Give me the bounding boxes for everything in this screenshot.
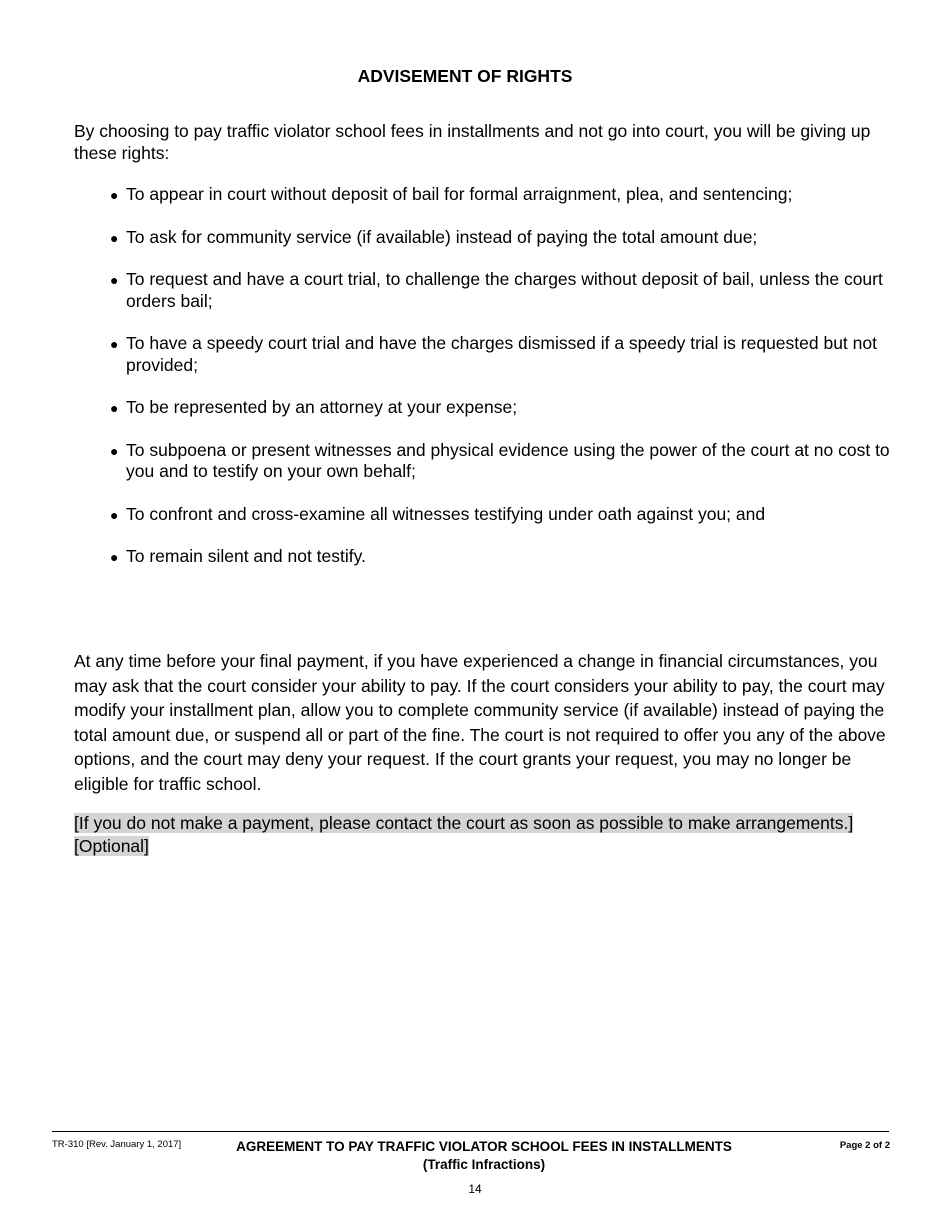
page-title: ADVISEMENT OF RIGHTS <box>357 66 573 86</box>
bullet-icon: ● <box>110 549 119 565</box>
right-text: To be represented by an attorney at your expense; <box>126 397 518 417</box>
right-text: To subpoena or present witnesses and physical evidence using the power of the court at no cost to you and to testify on your own behalf; <box>126 439 890 481</box>
list-item <box>110 269 910 312</box>
footer-title <box>214 1138 754 1174</box>
bullet-icon: ● <box>110 442 119 459</box>
list-item <box>110 440 910 483</box>
form-id: TR-310 [Rev. January 1, 2017] <box>52 1139 182 1150</box>
bullet-icon: ● <box>110 229 119 246</box>
ability-to-pay-paragraph: At any time before your final payment, if you have experienced a change in financial circumstances, you may ask that the court consider your ability to pay. If the court considers your ability to pay, the court may modify your installment plan, allow you to complete community service (if available) instead of paying the total amount due, or suspend all or part of the fine. The court is not required to offer you any of the above options, and the court may deny your request. If the court grants your request, you may no longer be eligible for traffic school. <box>74 651 886 794</box>
bullet-icon: ● <box>110 187 119 203</box>
right-text: To have a speedy court trial and have the charges dismissed if a speedy trial is requested but not provided; <box>126 333 877 375</box>
right-text: To request and have a court trial, to challenge the charges without deposit of bail, unless the court orders bail; <box>126 269 883 311</box>
rights-list <box>110 184 910 589</box>
right-text: To ask for community service (if available) instead of paying the total amount due; <box>126 226 758 247</box>
optional-highlight: [If you do not make a payment, please contact the court as soon as possible to make arrangements.] [Optional] <box>74 813 854 856</box>
footer-title-line1: AGREEMENT TO PAY TRAFFIC VIOLATOR SCHOOL FEES IN INSTALLMENTS <box>236 1139 732 1154</box>
bullet-icon: ● <box>110 400 119 416</box>
page-number: 14 <box>468 1182 482 1196</box>
intro-paragraph: By choosing to pay traffic violator school fees in installments and not go into court, you will be giving up these rights: <box>74 121 871 163</box>
list-item <box>110 397 910 419</box>
bullet-icon: ● <box>110 272 119 288</box>
footer-divider <box>52 1131 889 1132</box>
right-text: To remain silent and not testify. <box>126 546 366 566</box>
footer-title-line2: (Traffic Infractions) <box>422 1157 546 1172</box>
list-item <box>110 184 910 206</box>
list-item <box>110 333 910 376</box>
bullet-icon: ● <box>110 506 119 523</box>
right-text: To appear in court without deposit of bail for formal arraignment, plea, and sentencing; <box>126 184 793 204</box>
page-of-label: Page 2 of 2 <box>839 1140 890 1151</box>
list-item <box>110 504 910 526</box>
list-item <box>110 227 910 249</box>
bullet-icon: ● <box>110 336 119 352</box>
contact-note <box>74 812 914 858</box>
list-item <box>110 546 910 568</box>
right-text: To confront and cross-examine all witnesses testifying under oath against you; and <box>126 503 766 524</box>
